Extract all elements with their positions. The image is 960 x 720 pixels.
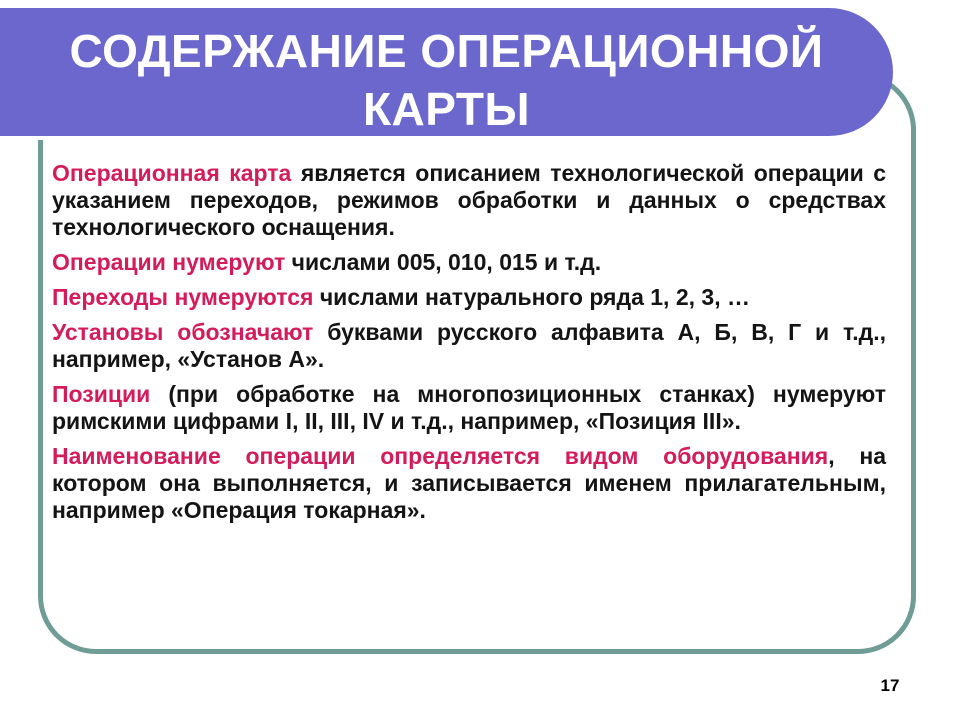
- title-line-2: КАРТЫ: [362, 83, 530, 135]
- highlight-term: Переходы нумеруются: [52, 284, 314, 310]
- title-underline: [24, 136, 856, 140]
- paragraph-operations: [52, 249, 886, 276]
- highlight-term: Операционная карта: [52, 160, 292, 186]
- highlight-term: Наименование операции определяется видом оборудования: [52, 443, 829, 469]
- paragraph-text: (при обработке на многопозиционных станках) нумеруют римскими цифрами I, II, III, IV и т.д., например, «Позиция III».: [52, 381, 886, 434]
- paragraph-definition: [52, 160, 886, 241]
- title-band: [0, 8, 893, 136]
- title-line-1: СОДЕРЖАНИЕ ОПЕРАЦИОННОЙ: [69, 25, 824, 77]
- paragraph-positions: [52, 381, 886, 435]
- paragraph-text: буквами русского алфавита А, Б, В, Г и т.д., например, «Установ А».: [52, 319, 886, 372]
- paragraph-text: , на котором она выполняется, и записывается именем прилагательным, например «Операция токарная».: [52, 443, 886, 523]
- paragraph-naming: [52, 443, 886, 524]
- slide-title: [0, 22, 893, 138]
- slide-body: [52, 160, 886, 532]
- page-number: 17: [880, 676, 900, 695]
- paragraph-text: является описанием технологической операции с указанием переходов, режимов обработки и данных о средствах технологического оснащения.: [52, 160, 887, 240]
- paragraph-setups: [52, 319, 886, 373]
- highlight-term: Позиции: [52, 381, 151, 407]
- paragraph-text: числами натурального ряда 1, 2, 3, …: [313, 284, 750, 310]
- highlight-term: Установы обозначают: [52, 319, 314, 345]
- highlight-term: Операции нумеруют: [52, 249, 286, 275]
- paragraph-text: числами 005, 010, 015 и т.д.: [285, 249, 602, 275]
- paragraph-transitions: [52, 284, 886, 311]
